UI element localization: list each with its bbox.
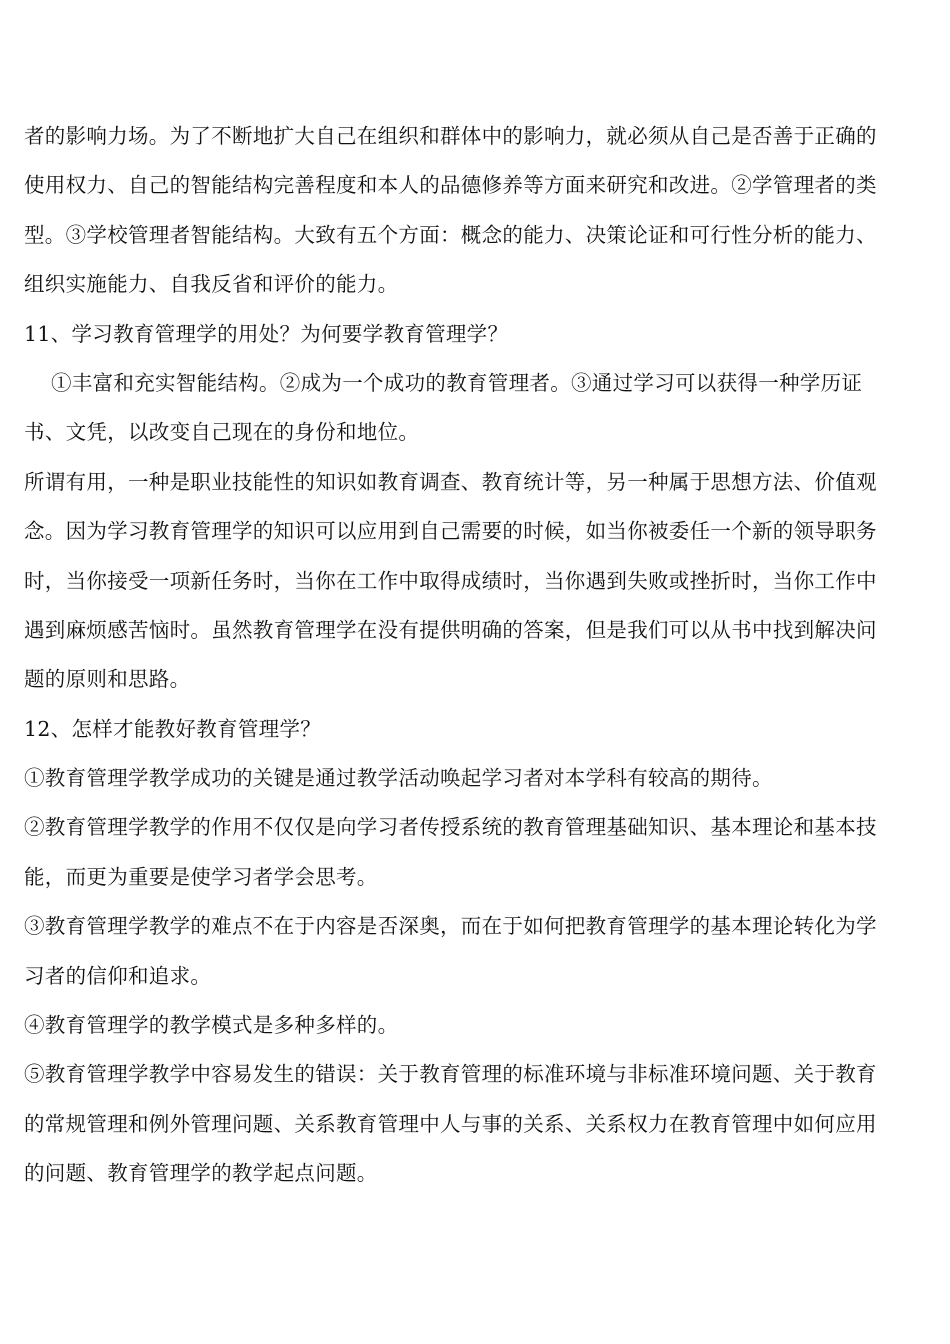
text-line: 时，当你接受一项新任务时，当你在工作中取得成绩时，当你遇到失败或挫折时，当你工作中 [24,568,877,593]
document-page [24,112,930,1199]
text-line: ⑤教育管理学教学中容易发生的错误：关于教育管理的标准环境与非标准环境问题、关于教育 [24,1062,877,1087]
text-line: 的常规管理和例外管理问题、关系教育管理中人与事的关系、关系权力在教育管理中如何应用 [24,1111,877,1136]
text-line: 的问题、教育管理学的教学起点问题。 [24,1161,378,1186]
text-line: ①丰富和充实智能结构。②成为一个成功的教育管理者。③通过学习可以获得一种学历证 [51,370,863,395]
question-heading: 12、怎样才能教好教育管理学？ [24,716,322,741]
text-line: 习者的信仰和追求。 [24,963,212,988]
text-line: 书、文凭，以改变自己现在的身份和地位。 [24,420,420,445]
text-line: 所谓有用，一种是职业技能性的知识如教育调查、教育统计等，另一种属于思想方法、价值观 [24,469,877,494]
text-line: 题的原则和思路。 [24,667,191,692]
text-line: 组织实施能力、自我反省和评价的能力。 [24,272,399,297]
text-line: 遇到麻烦感苦恼时。虽然教育管理学在没有提供明确的答案，但是我们可以从书中找到解决问 [24,617,877,642]
text-line: 者的影响力场。为了不断地扩大自己在组织和群体中的影响力，就必须从自己是否善于正确的 [24,124,877,148]
text-line: ③教育管理学教学的难点不在于内容是否深奥，而在于如何把教育管理学的基本理论转化为学 [24,914,877,939]
question-heading: 11、学习教育管理学的用处？为何要学教育管理学？ [24,321,509,346]
text-line: 使用权力、自己的智能结构完善程度和本人的品德修养等方面来研究和改进。②学管理者的类 [24,173,877,198]
text-line: ④教育管理学的教学模式是多种多样的。 [24,1013,399,1038]
text-line: 型。③学校管理者智能结构。大致有五个方面：概念的能力、决策论证和可行性分析的能力、 [24,222,877,247]
text-line: ①教育管理学教学成功的关键是通过教学活动唤起学习者对本学科有较高的期待。 [24,766,773,791]
text-line: ②教育管理学教学的作用不仅仅是向学习者传授系统的教育管理基础知识、基本理论和基本技 [24,815,877,840]
text-line: 念。因为学习教育管理学的知识可以应用到自己需要的时候，如当你被委任一个新的领导职务 [24,519,877,544]
text-line: 能，而更为重要是使学习者学会思考。 [24,864,378,889]
